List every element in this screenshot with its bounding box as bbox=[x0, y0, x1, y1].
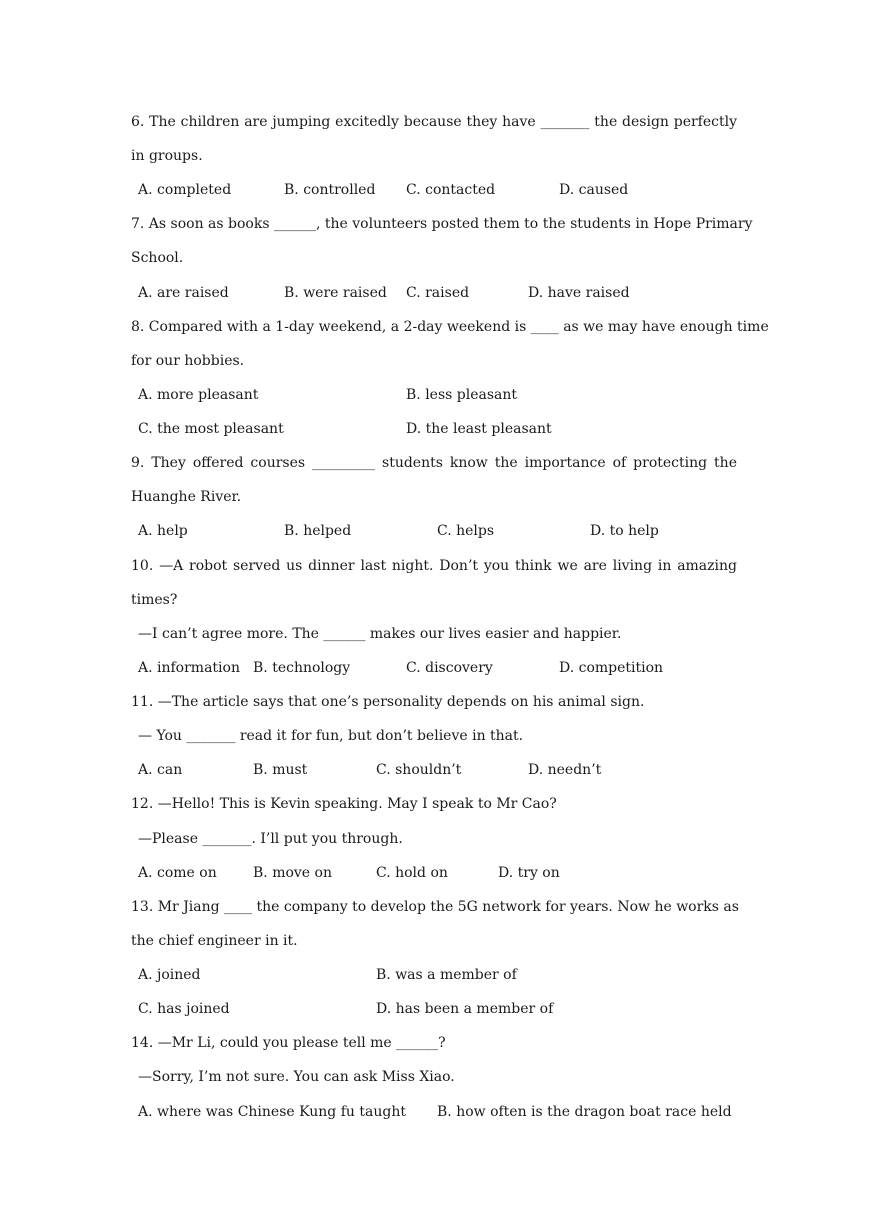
question-7-option-a: A. are raised bbox=[138, 285, 229, 301]
question-8-option-d: D. the least pleasant bbox=[406, 421, 552, 437]
question-9-option-a: A. help bbox=[138, 523, 188, 539]
question-6-option-c: C. contacted bbox=[406, 182, 496, 198]
question-10-line-2: times? bbox=[131, 592, 178, 608]
question-14-option-b: B. how often is the dragon boat race held bbox=[437, 1104, 732, 1120]
question-6-option-b: B. controlled bbox=[284, 182, 376, 198]
question-9-option-c: C. helps bbox=[437, 523, 495, 539]
question-13-line-2: the chief engineer in it. bbox=[131, 933, 298, 949]
question-6-option-d: D. caused bbox=[559, 182, 629, 198]
question-11-option-a: A. can bbox=[138, 762, 183, 778]
question-11-option-b: B. must bbox=[253, 762, 308, 778]
question-6-line-2: in groups. bbox=[131, 148, 203, 164]
question-7-line-2: School. bbox=[131, 250, 184, 266]
question-7-option-c: C. raised bbox=[406, 285, 470, 301]
question-8-line-2: for our hobbies. bbox=[131, 353, 245, 369]
question-11-line-1: 11. —The article says that one’s personality depends on his animal sign. bbox=[131, 694, 645, 710]
question-10-option-a: A. information bbox=[138, 660, 240, 676]
question-10-line-1: 10. —A robot served us dinner last night. Don’t you think we are living in amazing bbox=[131, 558, 737, 574]
question-8-option-c: C. the most pleasant bbox=[138, 421, 284, 437]
question-10-line-3: —I can’t agree more. The ______ makes our lives easier and happier. bbox=[138, 626, 622, 642]
question-11-option-c: C. shouldn’t bbox=[376, 762, 462, 778]
question-12-option-a: A. come on bbox=[138, 865, 217, 881]
question-8-option-b: B. less pleasant bbox=[406, 387, 518, 403]
question-13-option-b: B. was a member of bbox=[376, 967, 517, 983]
question-10-option-c: C. discovery bbox=[406, 660, 493, 676]
question-11-option-d: D. needn’t bbox=[528, 762, 602, 778]
question-6-option-a: A. completed bbox=[138, 182, 232, 198]
question-13-option-d: D. has been a member of bbox=[376, 1001, 554, 1017]
question-8-option-a: A. more pleasant bbox=[138, 387, 259, 403]
question-13-option-a: A. joined bbox=[138, 967, 201, 983]
question-12-option-c: C. hold on bbox=[376, 865, 448, 881]
question-7-line-1: 7. As soon as books ______, the volunteers posted them to the students in Hope Primary bbox=[131, 216, 753, 232]
question-7-option-b: B. were raised bbox=[284, 285, 387, 301]
question-7-option-d: D. have raised bbox=[528, 285, 630, 301]
question-9-line-1: 9. They offered courses _________ students know the importance of protecting the bbox=[131, 455, 737, 471]
question-14-option-a: A. where was Chinese Kung fu taught bbox=[138, 1104, 406, 1120]
question-12-option-d: D. try on bbox=[498, 865, 560, 881]
question-13-option-c: C. has joined bbox=[138, 1001, 230, 1017]
question-9-option-b: B. helped bbox=[284, 523, 352, 539]
question-14-line-1: 14. —Mr Li, could you please tell me ______? bbox=[131, 1035, 446, 1051]
question-10-option-b: B. technology bbox=[253, 660, 351, 676]
question-14-line-2: —Sorry, I’m not sure. You can ask Miss Xiao. bbox=[138, 1069, 455, 1085]
question-10-option-d: D. competition bbox=[559, 660, 664, 676]
question-12-line-1: 12. —Hello! This is Kevin speaking. May I speak to Mr Cao? bbox=[131, 796, 557, 812]
question-9-line-2: Huanghe River. bbox=[131, 489, 242, 505]
question-9-option-d: D. to help bbox=[590, 523, 659, 539]
question-12-option-b: B. move on bbox=[253, 865, 332, 881]
question-11-line-2: — You _______ read it for fun, but don’t believe in that. bbox=[138, 728, 524, 744]
question-6-line-1: 6. The children are jumping excitedly because they have _______ the design perfectly bbox=[131, 114, 737, 130]
question-13-line-1: 13. Mr Jiang ____ the company to develop the 5G network for years. Now he works as bbox=[131, 899, 739, 915]
question-8-line-1: 8. Compared with a 1-day weekend, a 2-day weekend is ____ as we may have enough time bbox=[131, 319, 769, 335]
question-12-line-2: —Please _______. I’ll put you through. bbox=[138, 831, 403, 847]
